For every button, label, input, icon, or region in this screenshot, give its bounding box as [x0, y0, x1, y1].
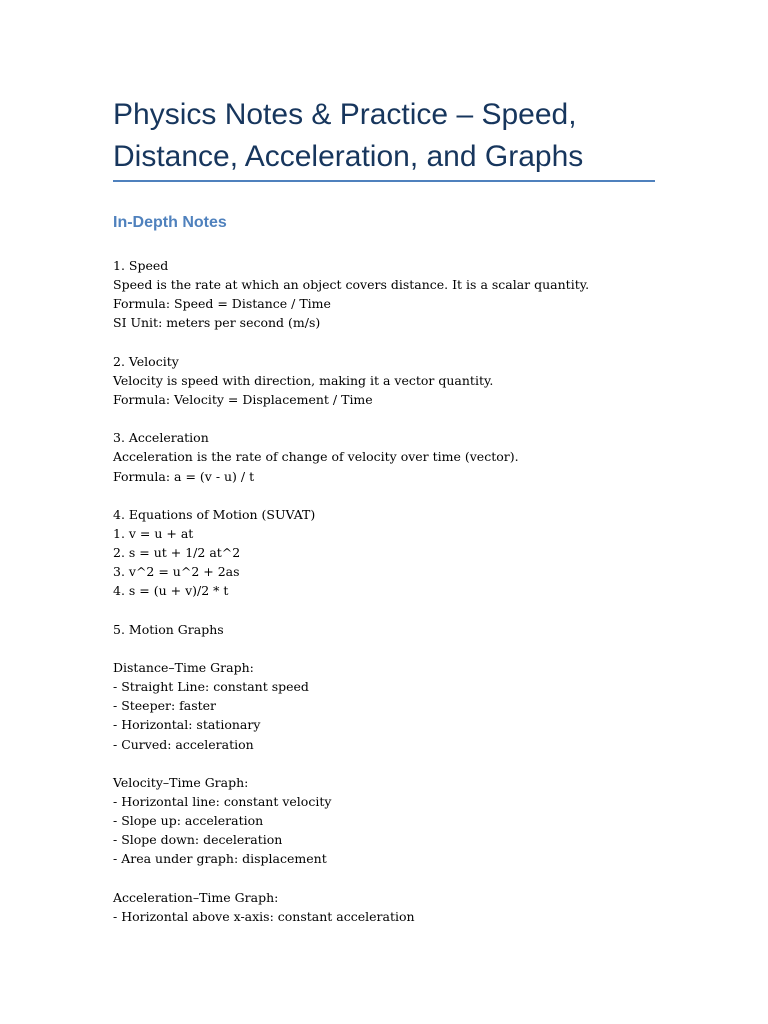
- note-line: - Horizontal: stationary: [113, 717, 261, 733]
- blank-line: [113, 869, 713, 888]
- note-line: 4. Equations of Motion (SUVAT): [113, 506, 316, 522]
- blank-line: [113, 639, 713, 658]
- blank-line: [113, 486, 713, 505]
- note-line: - Horizontal line: constant velocity: [113, 793, 332, 809]
- note-line: Speed is the rate at which an object covers distance. It is a scalar quantity.: [113, 277, 590, 293]
- note-line: Acceleration–Time Graph:: [113, 889, 279, 905]
- note-line: Velocity is speed with direction, making it a vector quantity.: [113, 372, 494, 388]
- note-line: Formula: a = (v - u) / t: [113, 468, 255, 484]
- note-line: - Area under graph: displacement: [113, 851, 327, 867]
- note-line: Acceleration is the rate of change of velocity over time (vector).: [113, 449, 519, 465]
- note-line: 4. s = (u + v)/2 * t: [113, 583, 229, 599]
- note-line: SI Unit: meters per second (m/s): [113, 315, 321, 331]
- blank-line: [113, 333, 713, 352]
- note-line: Distance–Time Graph:: [113, 659, 254, 675]
- note-line: - Horizontal above x-axis: constant acceleration: [113, 908, 415, 924]
- blank-line: [113, 409, 713, 428]
- note-line: 3. Acceleration: [113, 430, 209, 446]
- note-line: Formula: Velocity = Displacement / Time: [113, 391, 373, 407]
- note-line: - Curved: acceleration: [113, 736, 254, 752]
- note-line: - Slope down: deceleration: [113, 832, 283, 848]
- notes-body: [113, 256, 713, 926]
- title-underline: [113, 180, 655, 182]
- note-line: 2. s = ut + 1/2 at^2: [113, 545, 241, 561]
- note-line: - Slope up: acceleration: [113, 813, 264, 829]
- document-title: Physics Notes & Practice – Speed, Distance, Acceleration, and Graphs: [113, 98, 584, 173]
- blank-line: [113, 754, 713, 773]
- blank-line: [113, 601, 713, 620]
- note-line: - Steeper: faster: [113, 698, 217, 714]
- note-line: Velocity–Time Graph:: [113, 774, 249, 790]
- note-line: Formula: Speed = Distance / Time: [113, 296, 331, 312]
- note-line: 5. Motion Graphs: [113, 621, 224, 637]
- note-line: 1. v = u + at: [113, 525, 194, 541]
- note-line: 2. Velocity: [113, 353, 179, 369]
- note-line: - Straight Line: constant speed: [113, 679, 309, 695]
- note-line: 3. v^2 = u^2 + 2as: [113, 564, 240, 580]
- section-heading: In-Depth Notes: [113, 214, 227, 231]
- note-line: 1. Speed: [113, 258, 169, 273]
